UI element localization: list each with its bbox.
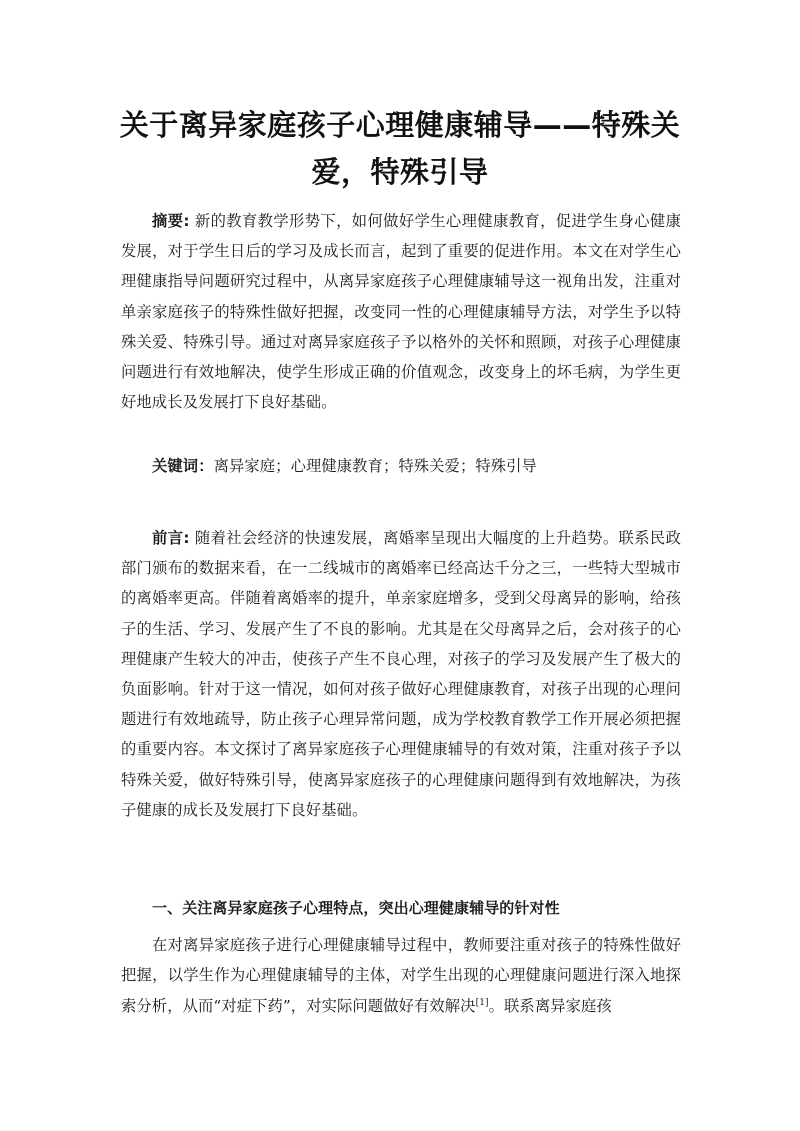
section-1-text-cont: 。联系离异家庭孩	[488, 996, 612, 1015]
preface-text: 随着社会经济的快速发展，离婚率呈现出大幅度的上升趋势。联系民政部门颁布的数据来看，在一二线城市的离婚率已经高达千分之三，一些特大型城市的离婚率更高。伴随着离婚率的提升，单亲家庭增多，受到父母离异的影响，给孩子的生活、学习、发展产生了不良的影响。尤其是在父母离异之后，会对孩子的心理健康产生较大的冲击，使孩子产生不良心理，对孩子的学习及发展产生了极大的负面影响。针对于这一情况，如何对孩子做好心理健康教育，对孩子出现的心理问题进行有效地疏导，防止孩子心理异常问题，成为学校教育教学工作开展必须把握的重要内容。本文探讨了离异家庭孩子心理健康辅导的有效对策，注重对孩子予以特殊关爱，做好特殊引导，使离异家庭孩子的心理健康问题得到有效地解决，为孩子健康的成长及发展打下良好基础。	[121, 529, 682, 819]
section-1-block	[121, 893, 681, 1021]
keywords-text: 离异家庭；心理健康教育；特殊关爱；特殊引导	[213, 457, 537, 475]
keywords-block	[121, 451, 681, 481]
section-1-text: 在对离异家庭孩子进行心理健康辅导过程中，教师要注重对孩子的特殊性做好把握，以学生作为心理健康辅导的主体，对学生出现的心理健康问题进行深入地探索分析，从而“对症下药”，对实际问题做好有效解决	[121, 936, 681, 1015]
keywords-label: 关键词：	[152, 457, 214, 475]
preface-paragraph	[121, 523, 681, 825]
abstract-label: 摘要:	[152, 212, 190, 230]
abstract-block	[121, 206, 681, 417]
preface-block	[121, 523, 681, 825]
preface-label: 前言:	[152, 529, 190, 547]
section-1-heading: 一、关注离异家庭孩子心理特点，突出心理健康辅导的针对性	[152, 899, 560, 917]
section-1-paragraph	[121, 930, 681, 1021]
abstract-text: 新的教育教学形势下，如何做好学生心理健康教育，促进学生身心健康发展，对于学生日后的学习及成长而言，起到了重要的促进作用。本文在对学生心理健康指导问题研究过程中，从离异家庭孩子心理健康辅导这一视角出发，注重对单亲家庭孩子的特殊性做好把握，改变同一性的心理健康辅导方法，对学生予以特殊关爱、特殊引导。通过对离异家庭孩子予以格外的关怀和照顾，对孩子心理健康问题进行有效地解决，使学生形成正确的价值观念，改变身上的坏毛病，为学生更好地成长及发展打下良好基础。	[121, 212, 682, 412]
abstract-paragraph	[121, 206, 681, 417]
document-title: 关于离异家庭孩子心理健康辅导——特殊关爱，特殊引导	[119, 108, 681, 189]
keywords-paragraph	[121, 451, 681, 481]
citation-ref[interactable]: [1]	[475, 997, 489, 1008]
